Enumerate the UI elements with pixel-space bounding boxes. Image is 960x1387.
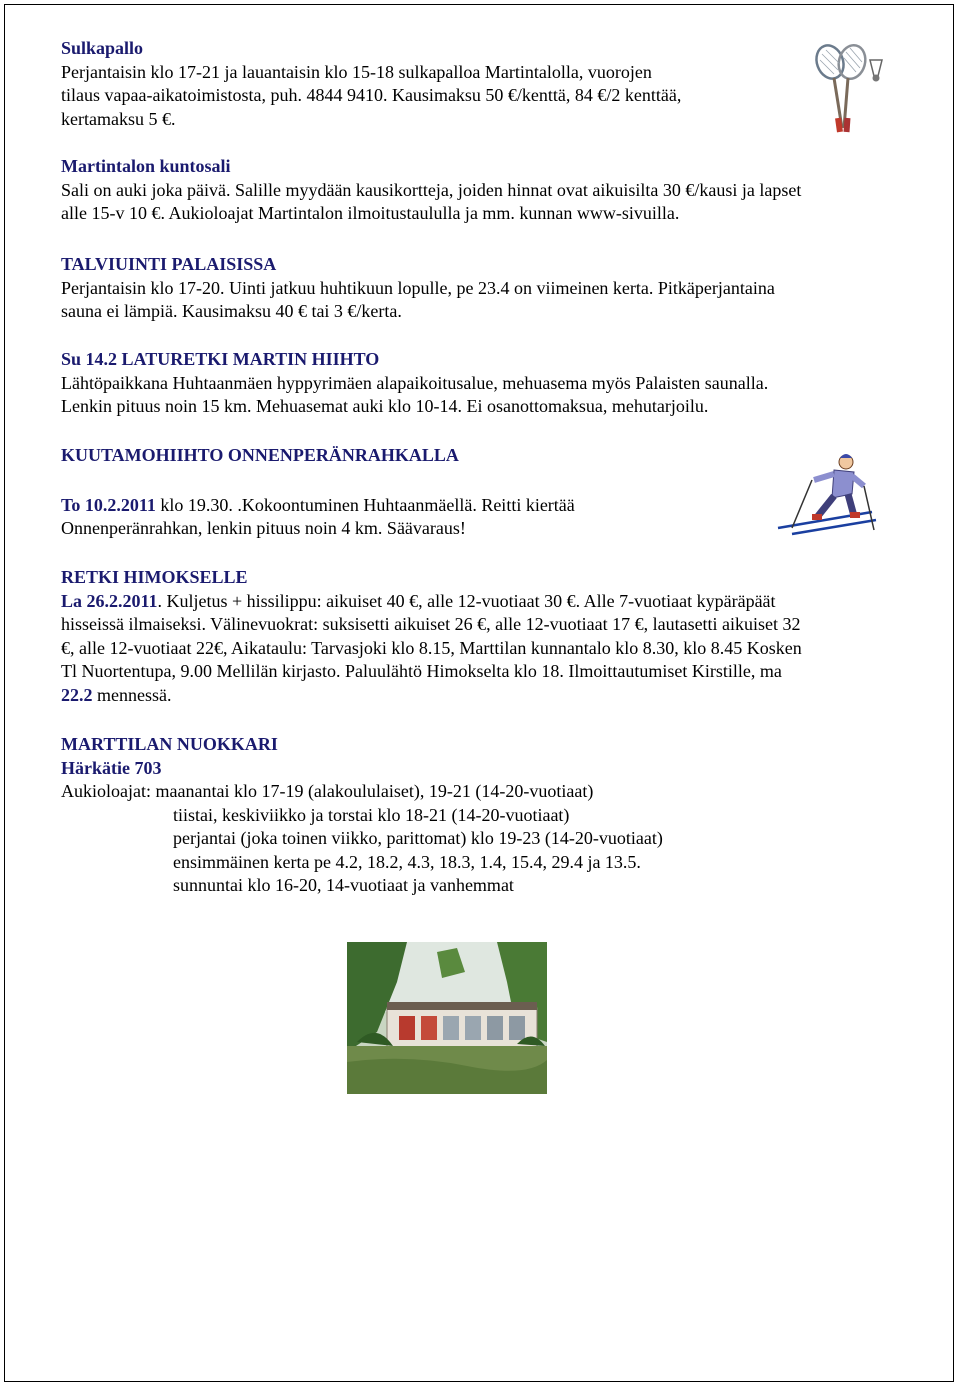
nuokkari-hours: Aukioloajat: maanantai klo 17-19 (alakoululaiset), 19-21 (14-20-vuotiaat) xyxy=(61,781,594,801)
himos-line xyxy=(61,590,802,614)
section-kuntosali xyxy=(61,155,801,226)
nuokkari-title: MARTTILAN NUOKKARI xyxy=(61,734,278,754)
section-kuutamohiihto xyxy=(61,444,575,541)
laturetki-line: Lenkin pituus noin 15 km. Mehuasemat auki klo 10-14. Ei osanottomaksua, mehutarjoilu. xyxy=(61,396,709,416)
nuokkari-hours: ensimmäinen kerta pe 4.2, 18.2, 4.3, 18.3, 1.4, 15.4, 29.4 ja 13.5. xyxy=(173,851,641,872)
himos-line1-rest: . Kuljetus + hissilippu: aikuiset 40 €, alle 12-vuotiaat 30 €. Alle 7-vuotiaat kypäräpäät xyxy=(157,590,776,611)
kuutamo-line1-rest: klo 19.30. .Kokoontuminen Huhtaanmäellä. Reitti kiertää xyxy=(155,494,575,515)
himos-deadline: 22.2 xyxy=(61,684,93,705)
himos-date: La 26.2.2011 xyxy=(61,590,158,611)
kuntosali-line: Sali on auki joka päivä. Salille myydään kausikortteja, joiden hinnat ovat aikuisilta 30 €/kausi ja lapset xyxy=(61,179,802,200)
himos-line: €, alle 12-vuotiaat 22€, Aikataulu: Tarvasjoki klo 8.15, Marttilan kunnantalo klo 8.30, klo 8.45 Kosken xyxy=(61,637,802,658)
section-nuokkari xyxy=(61,733,663,898)
himos-title: RETKI HIMOKSELLE xyxy=(61,567,248,587)
section-talviuinti xyxy=(61,253,775,324)
kuntosali-line: alle 15-v 10 €. Aukioloajat Martintalon ilmoitustaululla ja mm. kunnan www-sivuilla. xyxy=(61,203,680,223)
kuutamo-line xyxy=(61,494,575,518)
nuokkari-address: Härkätie 703 xyxy=(61,757,162,778)
skier-icon xyxy=(772,450,884,540)
sulkapallo-line: kertamaksu 5 €. xyxy=(61,108,176,129)
himos-last-rest: mennessä. xyxy=(92,684,172,705)
nuokkari-hours: perjantai (joka toinen viikko, parittomat) klo 19-23 (14-20-vuotiaat) xyxy=(173,828,663,848)
section-himos xyxy=(61,566,802,707)
laturetki-line: Lähtöpaikkana Huhtaanmäen hyppyrimäen alapaikoitusalue, mehuasema myös Palaisten saunalla. xyxy=(61,372,769,393)
building-photo xyxy=(347,942,547,1094)
kuutamo-line: Onnenperänrahkan, lenkin pituus noin 4 km. Säävaraus! xyxy=(61,518,466,538)
sulkapallo-line: Perjantaisin klo 17-21 ja lauantaisin klo 15-18 sulkapalloa Martintalolla, vuorojen xyxy=(61,61,652,82)
talviuinti-title: TALVIUINTI PALAISISSA xyxy=(61,254,277,274)
himos-line: hisseissä ilmaiseksi. Välinevuokrat: suksisetti aikuiset 26 €, alle 12-vuotiaat 17 €, lautasetti aikuiset 32 xyxy=(61,614,801,634)
himos-line: Tl Nuortentupa, 9.00 Mellilän kirjasto. Paluulähtö Himokselta klo 18. Ilmoittautumiset Kirstille, ma xyxy=(61,661,782,681)
sulkapallo-title: Sulkapallo xyxy=(61,38,144,58)
talviuinti-line: sauna ei lämpiä. Kausimaksu 40 € tai 3 €/kerta. xyxy=(61,301,402,321)
himos-line xyxy=(61,684,802,708)
talviuinti-line: Perjantaisin klo 17-20. Uinti jatkuu huhtikuun lopulle, pe 23.4 on viimeinen kerta. Pitkäperjantaina xyxy=(61,277,775,298)
badminton-icon xyxy=(806,40,892,138)
kuutamo-date: To 10.2.2011 xyxy=(61,494,156,515)
kuutamo-title: KUUTAMOHIIHTO ONNENPERÄNRAHKALLA xyxy=(61,445,459,465)
laturetki-title: Su 14.2 LATURETKI MARTIN HIIHTO xyxy=(61,349,380,369)
nuokkari-hours: tiistai, keskiviikko ja torstai klo 18-21 (14-20-vuotiaat) xyxy=(173,804,570,825)
nuokkari-hours: sunnuntai klo 16-20, 14-vuotiaat ja vanhemmat xyxy=(173,875,514,895)
kuntosali-title: Martintalon kuntosali xyxy=(61,156,231,176)
section-sulkapallo xyxy=(61,37,681,131)
section-laturetki xyxy=(61,348,768,419)
sulkapallo-line: tilaus vapaa-aikatoimistosta, puh. 4844 9410. Kausimaksu 50 €/kenttä, 84 €/2 kenttää, xyxy=(61,85,682,105)
